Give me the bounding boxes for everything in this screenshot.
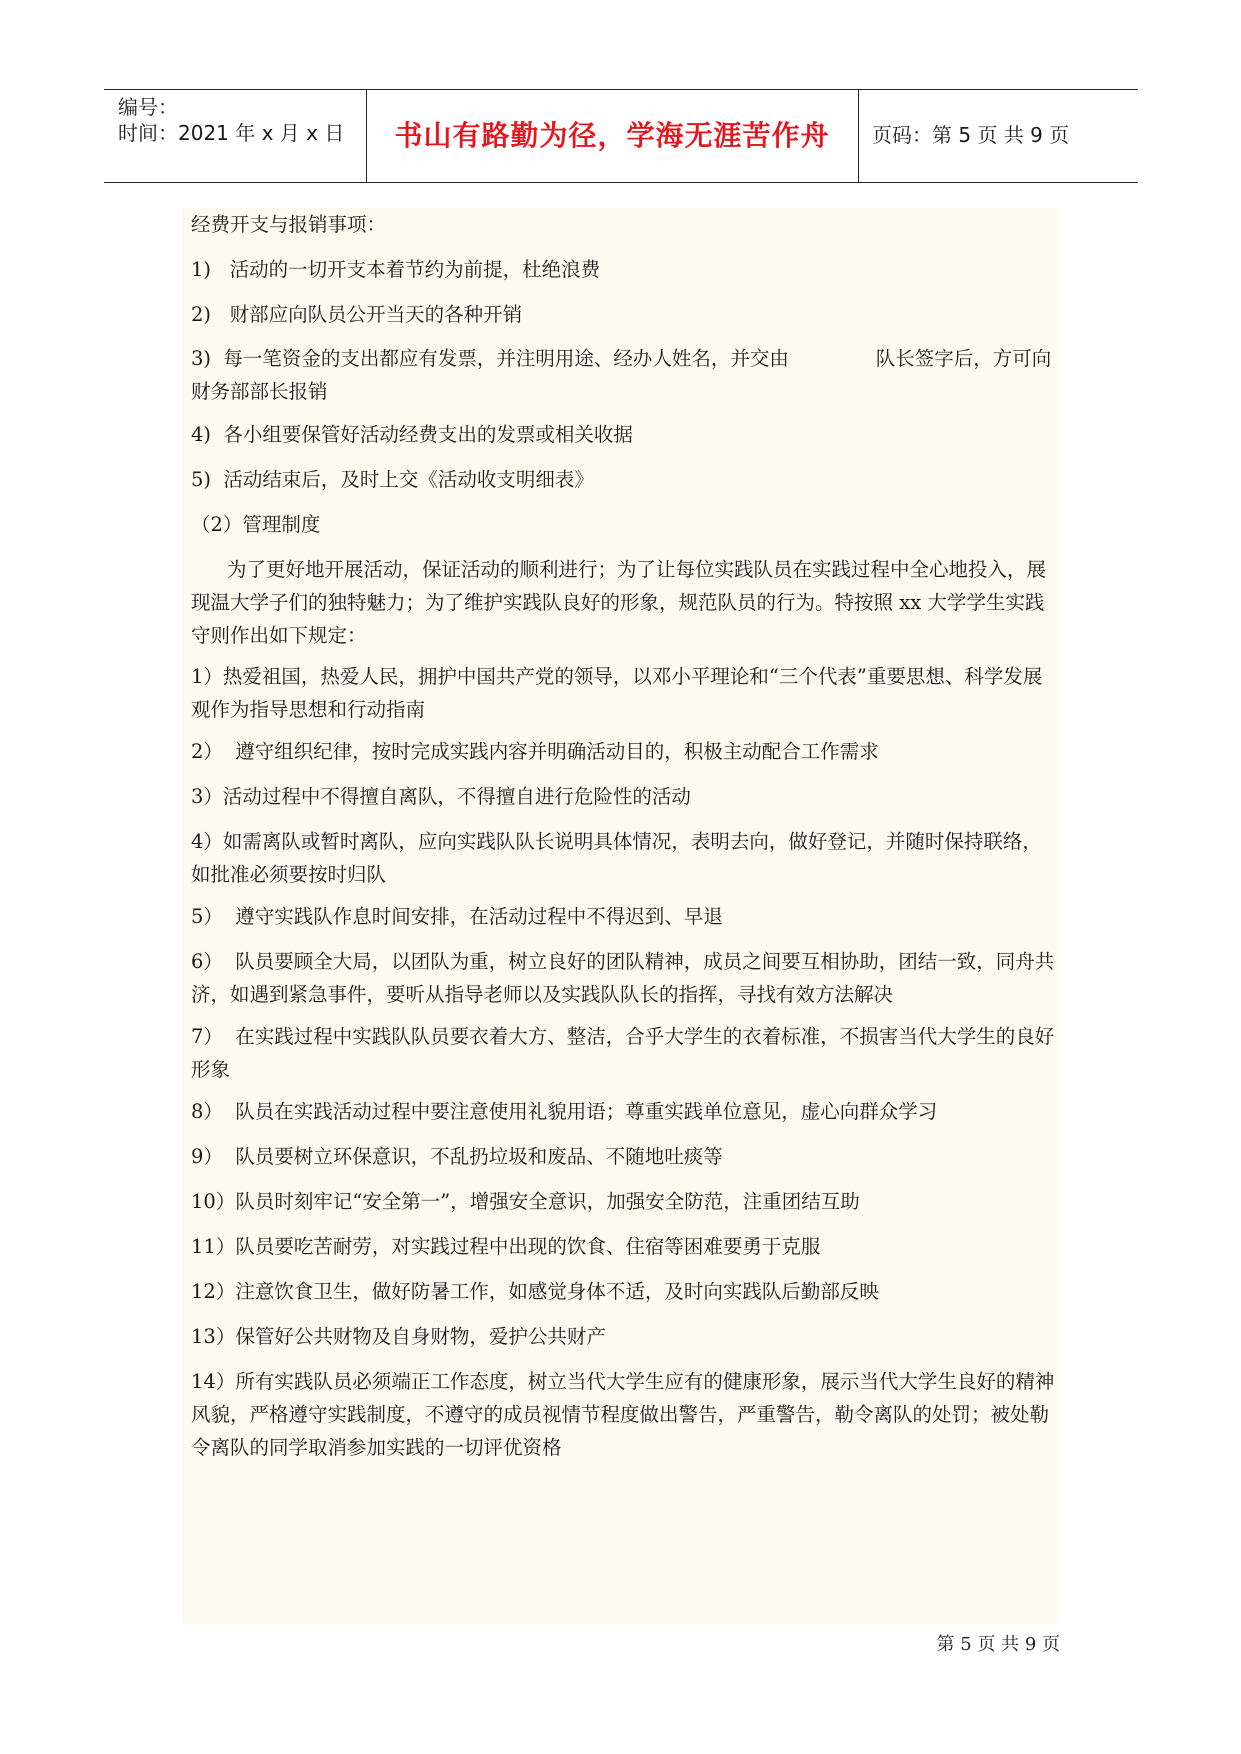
management-rule-4: 4）如需离队或暂时离队，应向实践队队长说明具体情况，表明去向，做好登记，并随时保持联络，如批准必须要按时归队 [191,830,1042,886]
header-info-cell [104,90,367,182]
management-rule-13: 13）保管好公共财物及自身财物，爱护公共财产 [191,1325,606,1348]
management-rule-12: 12）注意饮食卫生，做好防暑工作，如感觉身体不适，及时向实践队后勤部反映 [191,1280,879,1303]
section-heading-management: （2）管理制度 [191,513,321,536]
document-time-label: 时间：2021 年 x 月 x 日 [118,121,345,145]
management-rule-5: 5） 遵守实践队作息时间安排，在活动过程中不得迟到、早退 [191,905,723,928]
management-rule-7: 7） 在实践过程中实践队队员要衣着大方、整洁，合乎大学生的衣着标准，不损害当代大学生的良好形象 [191,1025,1055,1081]
expense-rule-3: 3) 每一笔资金的支出都应有发票，并注明用途、经办人姓名，并交由 队长签字后，方可向财务部部长报销 [191,347,1052,403]
management-rule-2: 2） 遵守组织纪律，按时完成实践内容并明确活动目的，积极主动配合工作需求 [191,740,879,763]
expense-rule-4: 4) 各小组要保管好活动经费支出的发票或相关收据 [191,423,633,446]
header-motto-cell [366,90,859,182]
management-rule-11: 11）队员要吃苦耐劳，对实践过程中出现的饮食、住宿等困难要勇于克服 [191,1235,821,1258]
management-intro: 为了更好地开展活动，保证活动的顺利进行；为了让每位实践队员在实践过程中全心地投入，展现温大学子们的独特魅力；为了维护实践队良好的形象，规范队员的行为。特按照 xx 大学学生实践守则作出如下规定： [191,558,1047,647]
management-rule-6: 6） 队员要顾全大局，以团队为重，树立良好的团队精神，成员之间要互相协助，团结一致，同舟共济，如遇到紧急事件，要听从指导老师以及实践队队长的指挥，寻找有效方法解决 [191,950,1055,1006]
management-rule-1: 1）热爱祖国，热爱人民，拥护中国共产党的领导，以邓小平理论和“三个代表”重要思想、科学发展观作为指导思想和行动指南 [191,665,1043,721]
management-rule-10: 10）队员时刻牢记“安全第一”，增强安全意识，加强安全防范，注重团结互助 [191,1190,860,1213]
document-body [183,208,1059,1624]
management-rule-14: 14）所有实践队员必须端正工作态度，树立当代大学生应有的健康形象，展示当代大学生良好的精神风貌，严格遵守实践制度，不遵守的成员视情节程度做出警告，严重警告，勒令离队的处罚；被处勒令离队的同学取消参加实践的一切评优资格 [191,1370,1055,1459]
expense-rule-2: 2) 财部应向队员公开当天的各种开销 [191,303,523,326]
page-footer: 第 5 页 共 9 页 [936,1634,1060,1655]
header-page-cell [858,90,1138,182]
header-page-number: 页码：第 5 页 共 9 页 [872,123,1070,147]
management-rule-8: 8） 队员在实践活动过程中要注意使用礼貌用语；尊重实践单位意见，虚心向群众学习 [191,1100,938,1123]
page-header [104,89,1138,183]
management-rule-9: 9） 队员要树立环保意识，不乱扔垃圾和废品、不随地吐痰等 [191,1145,723,1168]
header-motto: 书山有路勤为径，学海无涯苦作舟 [394,119,830,152]
section-heading-expenses: 经费开支与报销事项： [191,213,387,236]
management-rule-3: 3）活动过程中不得擅自离队，不得擅自进行危险性的活动 [191,785,691,808]
expense-rule-5: 5) 活动结束后，及时上交《活动收支明细表》 [191,468,594,491]
expense-rule-1: 1) 活动的一切开支本着节约为前提，杜绝浪费 [191,258,601,281]
document-number-label: 编号： [118,95,178,119]
